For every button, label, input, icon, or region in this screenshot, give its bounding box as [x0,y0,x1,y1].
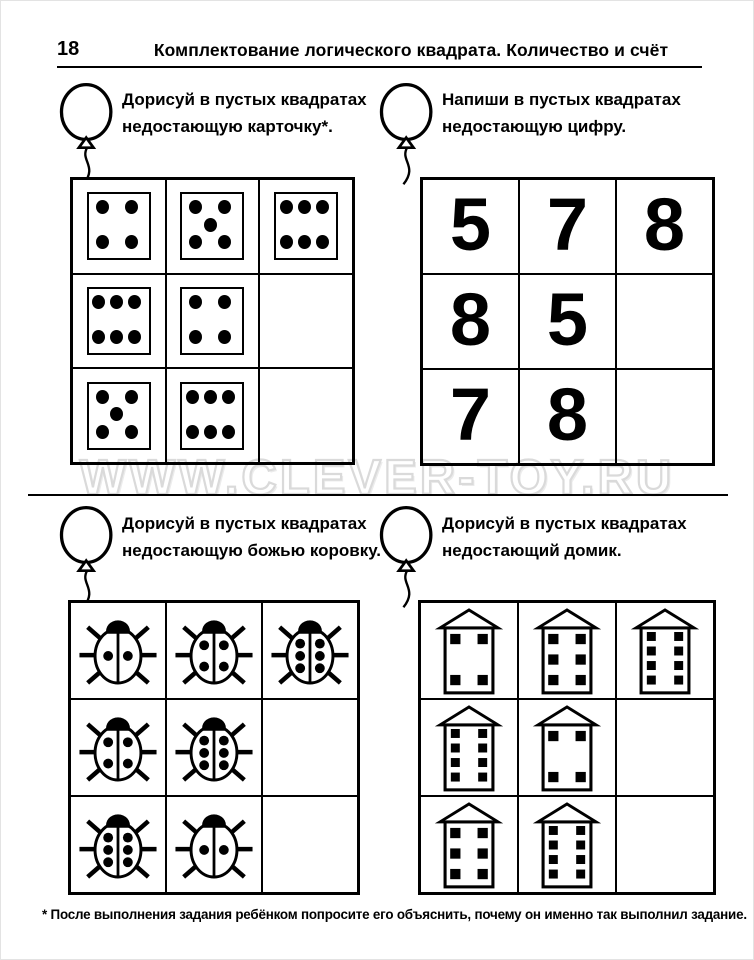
dot [96,390,109,404]
house-grid [418,600,716,895]
task-houses-instruction: Дорисуй в пустых квадратах недостающий домик. [442,514,687,560]
digit: 8 [546,372,589,456]
dot [280,235,293,249]
houses-cell-r2c3-empty [616,699,714,796]
page-title: Комплектование логического квадрата. Количество и счёт [153,40,669,60]
houses-cell-r3c1 [420,796,518,893]
digit-grid [420,177,715,466]
dot [110,295,123,309]
cards-cell-r3c2 [166,368,260,463]
dot [218,200,231,214]
digit: 5 [449,182,492,266]
dot [128,330,141,344]
digits-cell-r2c3-empty [616,274,713,369]
ladybugs-cell-r1c1 [70,602,166,699]
digit: 7 [546,182,589,266]
dot [125,390,138,404]
house-icon-4-windows [429,604,509,698]
dot [222,390,235,404]
ladybug-icon-6-spots [77,804,159,886]
dot [110,407,123,421]
house-icon-8-windows [527,798,607,892]
ladybug-icon-4-spots [77,707,159,789]
dot-card-4 [180,287,244,355]
dot [218,330,231,344]
watermark: WWW.CLEVER-TOY.RU [79,451,675,505]
cards-cell-r2c1 [72,274,166,369]
dot [96,235,109,249]
cards-cell-r2c3-empty [259,274,353,369]
ladybug-icon-4-spots [173,610,255,692]
dot [298,235,311,249]
dot [125,425,138,439]
ladybugs-cell-r1c2 [166,602,262,699]
ladybugs-cell-r2c2 [166,699,262,796]
house-icon-8-windows [429,701,509,795]
dot [189,330,202,344]
dot [96,425,109,439]
dot [189,235,202,249]
footnote: * После выполнения задания ребёнком попросите его объяснить, почему он именно так выполнил задание. [42,907,747,922]
dot [125,235,138,249]
header-rule [57,66,702,68]
dot [222,425,235,439]
digits-cell-r3c2 [519,369,616,464]
task-ladybugs-instruction: Дорисуй в пустых квадратах недостающую божью коровку. [122,514,381,560]
houses-cell-r2c1 [420,699,518,796]
dot [316,200,329,214]
digits-cell-r2c1 [422,274,519,369]
dot [218,295,231,309]
dot-card-5 [87,382,151,450]
digits-cell-r1c3 [616,179,713,274]
digit: 8 [449,277,492,361]
houses-cell-r1c1 [420,602,518,699]
ladybugs-cell-r3c2 [166,796,262,893]
dot [110,330,123,344]
dot-card-6 [87,287,151,355]
task-cards-instruction: Дорисуй в пустых квадратах недостающую карточку*. [122,90,367,136]
house-icon-6-windows [527,604,607,698]
houses-cell-r2c2 [518,699,616,796]
houses-cell-r3c3-empty [616,796,714,893]
digit: 7 [449,372,492,456]
digit: 5 [546,277,589,361]
cards-cell-r3c1 [72,368,166,463]
house-icon-4-windows [527,701,607,795]
digits-cell-r3c1 [422,369,519,464]
section-divider [28,494,728,496]
houses-cell-r1c3 [616,602,714,699]
dot [189,295,202,309]
ladybug-icon-6-spots [269,610,351,692]
dot [128,295,141,309]
ladybug-icon-6-spots [173,707,255,789]
dot [298,200,311,214]
ladybug-grid [68,600,360,895]
ladybug-icon-2-spots [77,610,159,692]
dot [125,200,138,214]
digits-cell-r3c3-empty [616,369,713,464]
dot [186,390,199,404]
dot-card-grid [70,177,355,465]
task-digits-instruction: Напиши в пустых квадратах недостающую цифру. [442,90,681,136]
ladybugs-cell-r2c3-empty [262,699,358,796]
dot [189,200,202,214]
digits-cell-r1c2 [519,179,616,274]
dot [96,200,109,214]
house-icon-8-windows [625,604,705,698]
dot [204,390,217,404]
cards-cell-r1c2 [166,179,260,274]
dot-card-4 [87,192,151,260]
ladybug-icon-2-spots [173,804,255,886]
cards-cell-r2c2 [166,274,260,369]
ladybugs-cell-r3c1 [70,796,166,893]
digits-cell-r2c2 [519,274,616,369]
dot [204,425,217,439]
dot [204,218,217,232]
dot-card-6 [180,382,244,450]
houses-cell-r1c2 [518,602,616,699]
ladybugs-cell-r1c3 [262,602,358,699]
cards-cell-r3c3-empty [259,368,353,463]
dot-card-5 [180,192,244,260]
digits-cell-r1c1 [422,179,519,274]
dot-card-6 [274,192,338,260]
digit: 8 [643,182,686,266]
dot [92,330,105,344]
dot [316,235,329,249]
house-icon-6-windows [429,798,509,892]
ladybugs-cell-r2c1 [70,699,166,796]
ladybugs-cell-r3c3-empty [262,796,358,893]
dot [218,235,231,249]
cards-cell-r1c3 [259,179,353,274]
page-number: 18 [57,38,80,60]
dot [92,295,105,309]
cards-cell-r1c1 [72,179,166,274]
dot [280,200,293,214]
dot [186,425,199,439]
houses-cell-r3c2 [518,796,616,893]
